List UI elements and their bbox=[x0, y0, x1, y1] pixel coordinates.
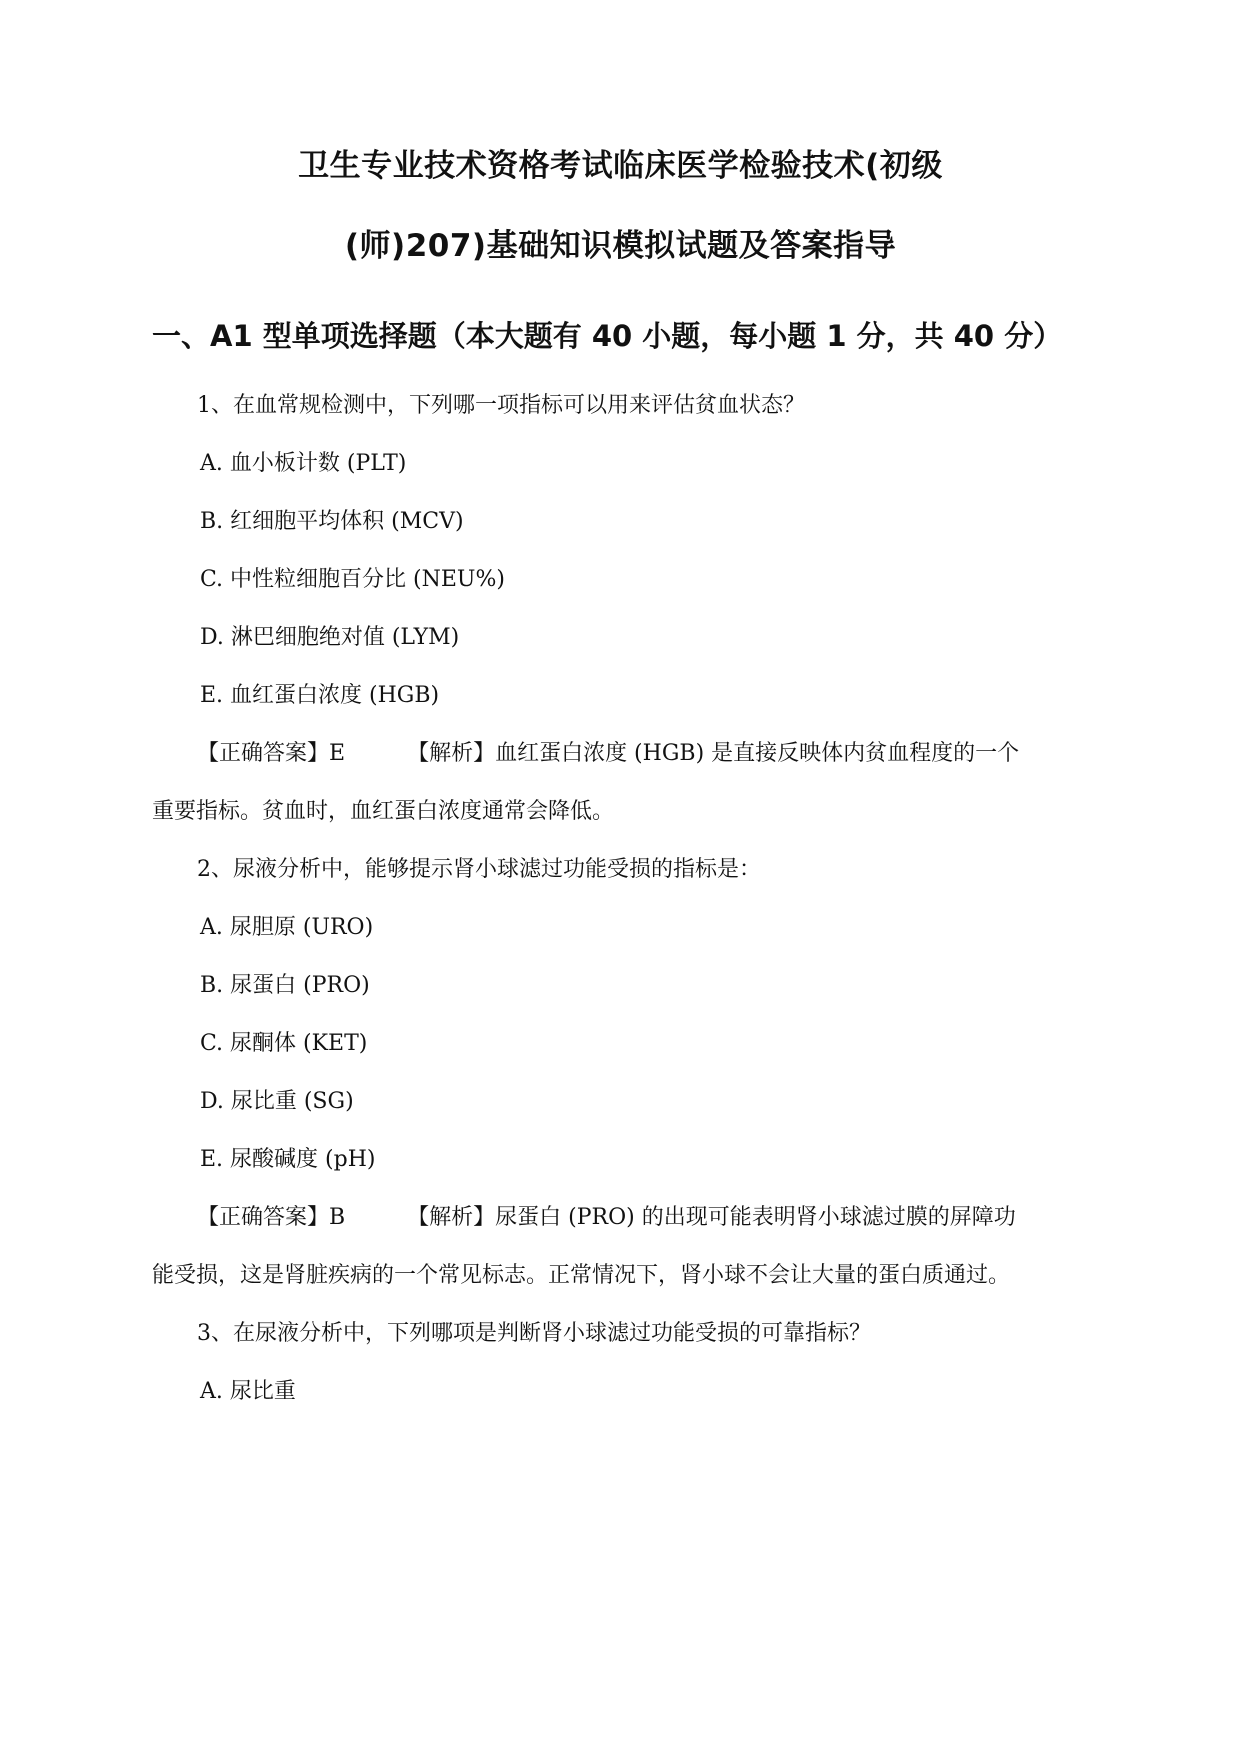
option-a: A. 血小板计数 (PLT) bbox=[200, 451, 407, 476]
option-d: D. 淋巴细胞绝对值 (LYM) bbox=[200, 625, 460, 650]
answer-row bbox=[197, 739, 1097, 769]
option-e: E. 血红蛋白浓度 (HGB) bbox=[200, 683, 440, 708]
answer-row bbox=[197, 1203, 1097, 1233]
question-stem: 1、在血常规检测中，下列哪一项指标可以用来评估贫血状态？ bbox=[197, 393, 805, 418]
analysis-continuation: 能受损，这是肾脏疾病的一个常见标志。正常情况下，肾小球不会让大量的蛋白质通过。 bbox=[152, 1263, 1011, 1288]
section-heading: 一、A1 型单项选择题（本大题有 40 小题，每小题 1 分，共 40 分） bbox=[152, 319, 1063, 353]
correct-answer: 【正确答案】E bbox=[197, 741, 346, 766]
option-b: B. 尿蛋白 (PRO) bbox=[200, 973, 370, 998]
document-title-line-2: (师)207)基础知识模拟试题及答案指导 bbox=[344, 228, 897, 264]
analysis-text: 【解析】血红蛋白浓度 (HGB) 是直接反映体内贫血程度的一个 bbox=[407, 741, 1020, 766]
option-b: B. 红细胞平均体积 (MCV) bbox=[200, 509, 464, 534]
option-a: A. 尿比重 bbox=[200, 1379, 296, 1404]
correct-answer: 【正确答案】B bbox=[197, 1205, 346, 1230]
option-a: A. 尿胆原 (URO) bbox=[200, 915, 374, 940]
option-e: E. 尿酸碱度 (pH) bbox=[200, 1147, 376, 1172]
question-stem: 2、尿液分析中，能够提示肾小球滤过功能受损的指标是： bbox=[197, 857, 761, 882]
option-c: C. 中性粒细胞百分比 (NEU%) bbox=[200, 567, 505, 592]
question-stem: 3、在尿液分析中，下列哪项是判断肾小球滤过功能受损的可靠指标？ bbox=[197, 1321, 871, 1346]
analysis-text: 【解析】尿蛋白 (PRO) 的出现可能表明肾小球滤过膜的屏障功 bbox=[407, 1205, 1016, 1230]
option-c: C. 尿酮体 (KET) bbox=[200, 1031, 368, 1056]
analysis-continuation: 重要指标。贫血时，血红蛋白浓度通常会降低。 bbox=[152, 799, 615, 824]
document-title-line-1: 卫生专业技术资格考试临床医学检验技术(初级 bbox=[298, 148, 943, 184]
option-d: D. 尿比重 (SG) bbox=[200, 1089, 354, 1114]
